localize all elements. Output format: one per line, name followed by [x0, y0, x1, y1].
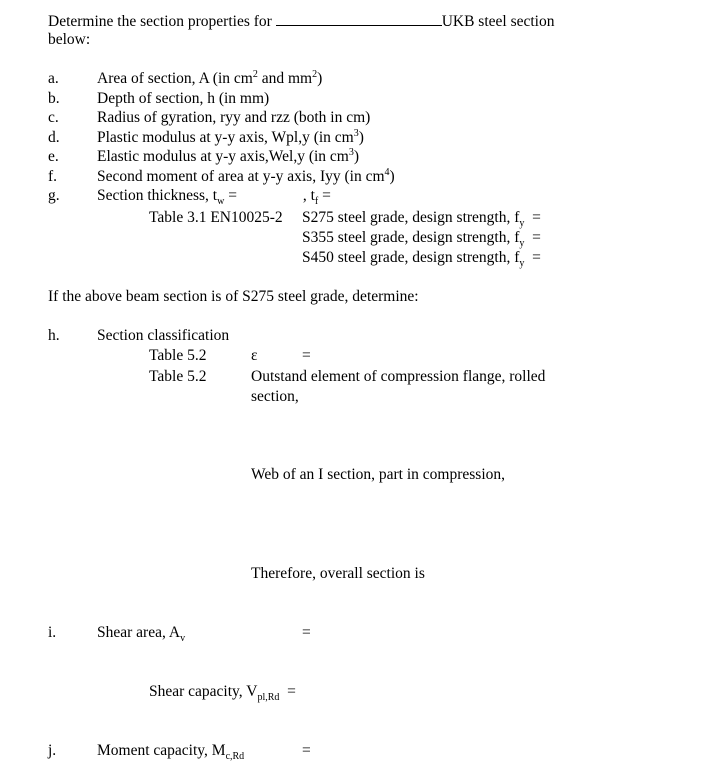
epsilon-symbol: ε: [251, 347, 258, 364]
item-label: f.: [48, 167, 58, 185]
header-suffix: UKB steel section: [441, 13, 555, 30]
item-text: Depth of section, h (in mm): [97, 89, 270, 107]
shear-area: Shear area, $A_v$: [97, 624, 186, 645]
table31-row-1: S275 steel grade, design strength, $f_y$ =: [302, 209, 541, 230]
table52-ref-1: Table 5.2: [149, 347, 207, 364]
item-label: g.: [48, 187, 60, 204]
shear-area-equals: =: [302, 624, 311, 641]
shear-capacity: Shear capacity, $V_{pl,Rd}$ =: [149, 683, 296, 704]
epsilon-equals: =: [302, 347, 311, 364]
item-label: c.: [48, 109, 59, 126]
header-line-1: [48, 11, 554, 31]
item-text: Radius of gyration, ryy and rzz (both in cm): [97, 109, 371, 126]
outstand-line-1: Outstand element of compression flange, rolled: [251, 368, 546, 385]
intro-steel-grade: If the above beam section is of S275 steel grade, determine:: [48, 288, 419, 305]
table31-row-3: S450 steel grade, design strength, $f_y$ =: [302, 249, 541, 270]
table31-row-2: S355 steel grade, design strength, $f_y$ =: [302, 229, 541, 250]
label-i: i.: [48, 624, 57, 641]
section-classification-title: Section classification: [97, 327, 230, 344]
blank-section-line: [276, 11, 442, 26]
header-line-2: below:: [48, 31, 91, 48]
moment-capacity: Moment capacity, $M_{c,Rd}$: [97, 742, 245, 763]
item-text: Second moment of area at y-y axis, Iyy (in $cm^4$): [97, 166, 395, 185]
overall-section: Therefore, overall section is: [251, 565, 425, 582]
table31-ref: Table 3.1 EN10025-2: [149, 209, 283, 226]
label-j: j.: [48, 742, 57, 759]
label-h: h.: [48, 327, 60, 344]
table52-ref-2: Table 5.2: [149, 368, 207, 385]
web-element: Web of an I section, part in compression,: [251, 466, 506, 483]
item-label: e.: [48, 148, 59, 165]
item-text: Area of section, A (in $cm^2$ and $mm^2$): [97, 68, 323, 87]
item-text: Elastic modulus at y-y axis,Wel,y (in $cm^3$): [97, 146, 360, 165]
item-label: a.: [48, 70, 59, 87]
header-prefix: Determine the section properties for: [48, 13, 272, 30]
item-text: Plastic modulus at y-y axis, Wpl,y (in $cm^3$): [97, 127, 364, 146]
item-label: b.: [48, 89, 60, 107]
item-label: d.: [48, 128, 60, 146]
item-text: Section thickness, $t_w$ = , $t_f$ =: [97, 187, 331, 208]
moment-equals: =: [302, 742, 311, 759]
outstand-line-2: section,: [251, 388, 299, 405]
